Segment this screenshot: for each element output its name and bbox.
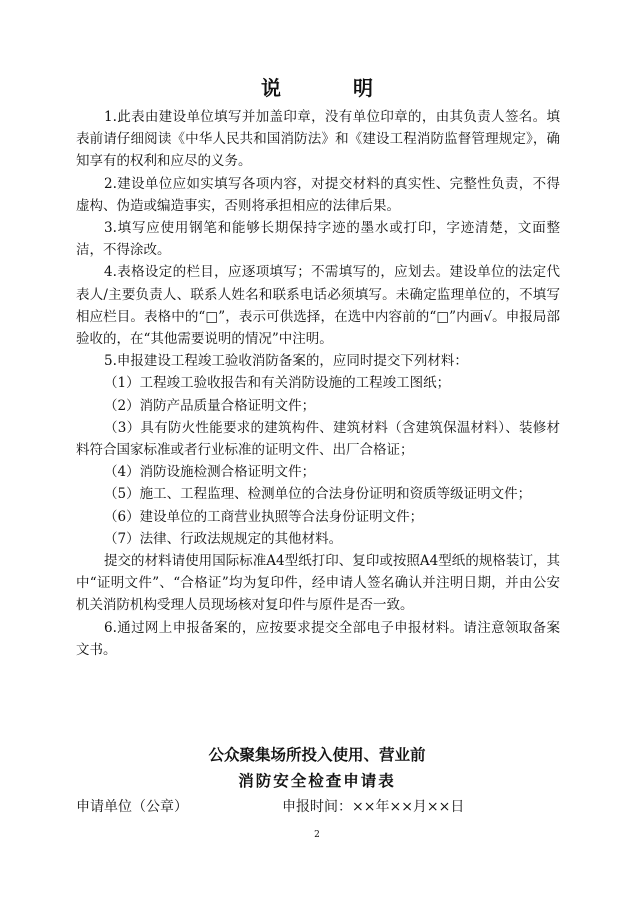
instruction-paragraph-3: 3.填写应使用钢笔和能够长期保持字迹的墨水或打印，字迹清楚，文面整洁，不得涂改。 bbox=[76, 220, 560, 259]
material-item-1: （1）工程竣工验收报告和有关消防设施的工程竣工图纸； bbox=[104, 375, 451, 392]
instruction-paragraph-4: 4.表格设定的栏目，应逐项填写；不需填写的，应划去。建设单位的法定代表人/主要负责人、联系人姓名和联系电话必须填写。未确定监理单位的，不填写相应栏目。表格中的“□”，表示可供选择，在选中内容前的“□”内画√。申报局部验收的，在“其他需要说明的情况”中注明。 bbox=[76, 264, 560, 348]
page-title: 说 明 bbox=[261, 76, 399, 100]
instruction-paragraph-6: 6.通过网上申报备案的，应按要求提交全部电子申报材料。请注意领取备案文书。 bbox=[76, 619, 560, 658]
instruction-paragraph-2: 2.建设单位应如实填写各项内容，对提交材料的真实性、完整性负责，不得虚构、伪造或编造事实，否则将承担相应的法律后果。 bbox=[76, 175, 560, 214]
material-item-4: （4）消防设施检测合格证明文件； bbox=[104, 464, 316, 481]
form-title-line-2: 消防安全检查申请表 bbox=[238, 772, 396, 790]
form-title-line-1: 公众聚集场所投入使用、营业前 bbox=[208, 746, 426, 764]
instruction-paragraph-1: 1.此表由建设单位填写并加盖印章，没有单位印章的，由其负责人签名。填表前请仔细阅读《中华人民共和国消防法》和《建设工程消防监督管理规定》，确知享有的权利和应尽的义务。 bbox=[76, 109, 560, 170]
page-number: 2 bbox=[314, 830, 320, 840]
material-item-5: （5）施工、工程监理、检测单位的合法身份证明和资质等级证明文件； bbox=[104, 486, 532, 503]
material-item-2: （2）消防产品质量合格证明文件； bbox=[104, 397, 316, 414]
material-item-3: （3）具有防火性能要求的建筑构件、建筑材料（含建筑保温材料）、装修材料符合国家标准或者行业标准的证明文件、出厂合格证； bbox=[76, 419, 560, 459]
submission-note: 提交的材料请使用国际标准A4型纸打印、复印或按照A4型纸的规格装订，其中“证明文件”、“合格证”均为复印件，经申请人签名确认并注明日期，并由公安机关消防机构受理人员现场核对复印件与原件是否一致。 bbox=[76, 553, 560, 614]
material-item-6: （6）建设单位的工商营业执照等合法身份证明文件； bbox=[104, 508, 424, 525]
apply-time-label: 申报时间：××年××月××日 bbox=[282, 799, 465, 815]
instructions-body bbox=[76, 106, 560, 661]
material-item-7: （7）法律、行政法规规定的其他材料。 bbox=[104, 530, 343, 547]
form-title bbox=[0, 742, 634, 794]
applicant-label: 申请单位（公章） bbox=[76, 799, 188, 815]
instruction-paragraph-5: 5.申报建设工程竣工验收消防备案的，应同时提交下列材料： bbox=[104, 353, 468, 370]
